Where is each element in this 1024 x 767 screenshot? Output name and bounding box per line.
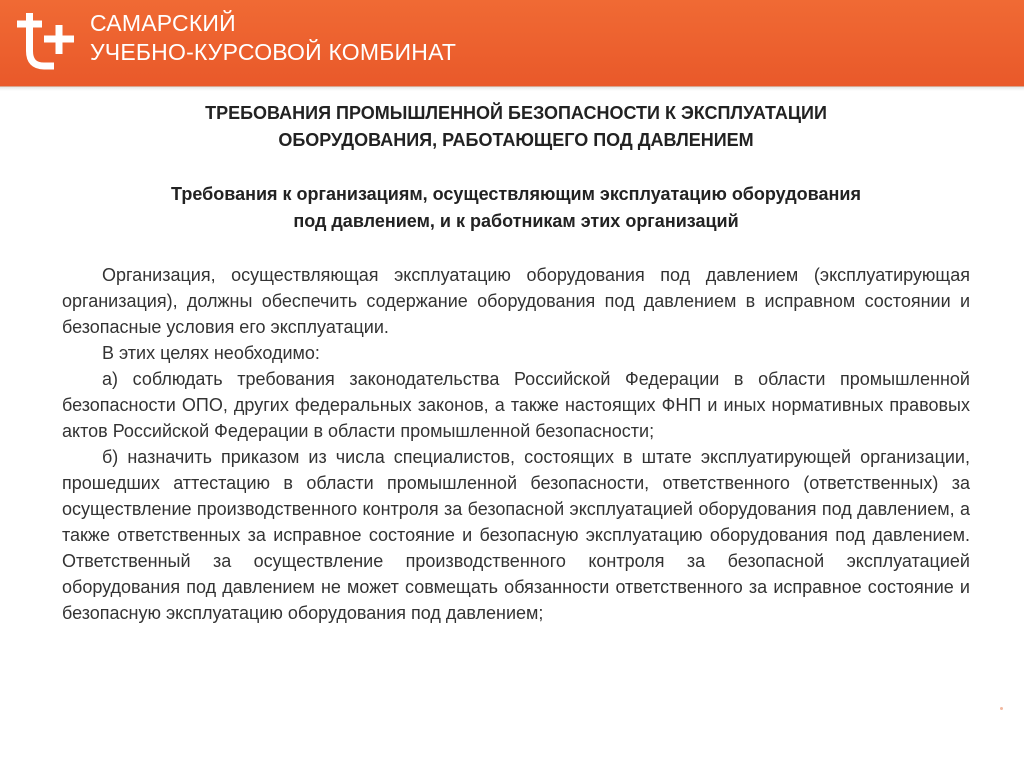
header-bar: [0, 0, 1024, 87]
paragraph-intro: Организация, осуществляющая эксплуатацию оборудования под давлением (эксплуатирующая организация), должны обеспечить содержание оборудования под давлением в исправном состоянии и безопасные условия его эксплуатации.: [62, 265, 970, 337]
decorative-dot: [1000, 707, 1003, 710]
paragraph-item-b: б) назначить приказом из числа специалистов, состоящих в штате эксплуатирующей организации, прошедших аттестацию в области промышленной безопасности, ответственного (ответственных) за осуществление производственного контроля за безопасной эксплуатацией оборудования под давлением, а также ответственных за исправное состояние и безопасную эксплуатацию оборудования под давлением. Ответственный за осуществление производственного контроля за безопасной эксплуатацией оборудования под давлением не может совмещать обязанности ответственного за исправное состояние и безопасную эксплуатацию оборудования под давлением;: [62, 447, 970, 623]
document-body: [62, 262, 970, 626]
document-content: [62, 100, 970, 626]
company-name: [90, 9, 456, 67]
document-subtitle: [62, 181, 970, 235]
company-name-line1: САМАРСКИЙ: [90, 10, 236, 36]
paragraph-item-a: а) соблюдать требования законодательства Российской Федерации в области промышленной безопасности ОПО, других федеральных законов, а также настоящих ФНП и иных нормативных правовых актов Российской Федерации в области промышленной безопасности;: [62, 369, 970, 441]
document-title-line1: ТРЕБОВАНИЯ ПРОМЫШЛЕННОЙ БЕЗОПАСНОСТИ К ЭКСПЛУАТАЦИИ: [205, 103, 827, 123]
document-title: [62, 100, 970, 154]
document-subtitle-line1: Требования к организациям, осуществляющим эксплуатацию оборудования: [171, 184, 861, 204]
cross-t-logo-icon: [14, 11, 76, 73]
document-subtitle-line2: под давлением, и к работникам этих организаций: [293, 211, 739, 231]
company-name-line2: УЧЕБНО-КУРСОВОЙ КОМБИНАТ: [90, 39, 457, 65]
document-title-line2: ОБОРУДОВАНИЯ, РАБОТАЮЩЕГО ПОД ДАВЛЕНИЕМ: [278, 130, 754, 150]
header-shadow: [0, 87, 1024, 91]
paragraph-purpose: В этих целях необходимо:: [102, 343, 320, 363]
